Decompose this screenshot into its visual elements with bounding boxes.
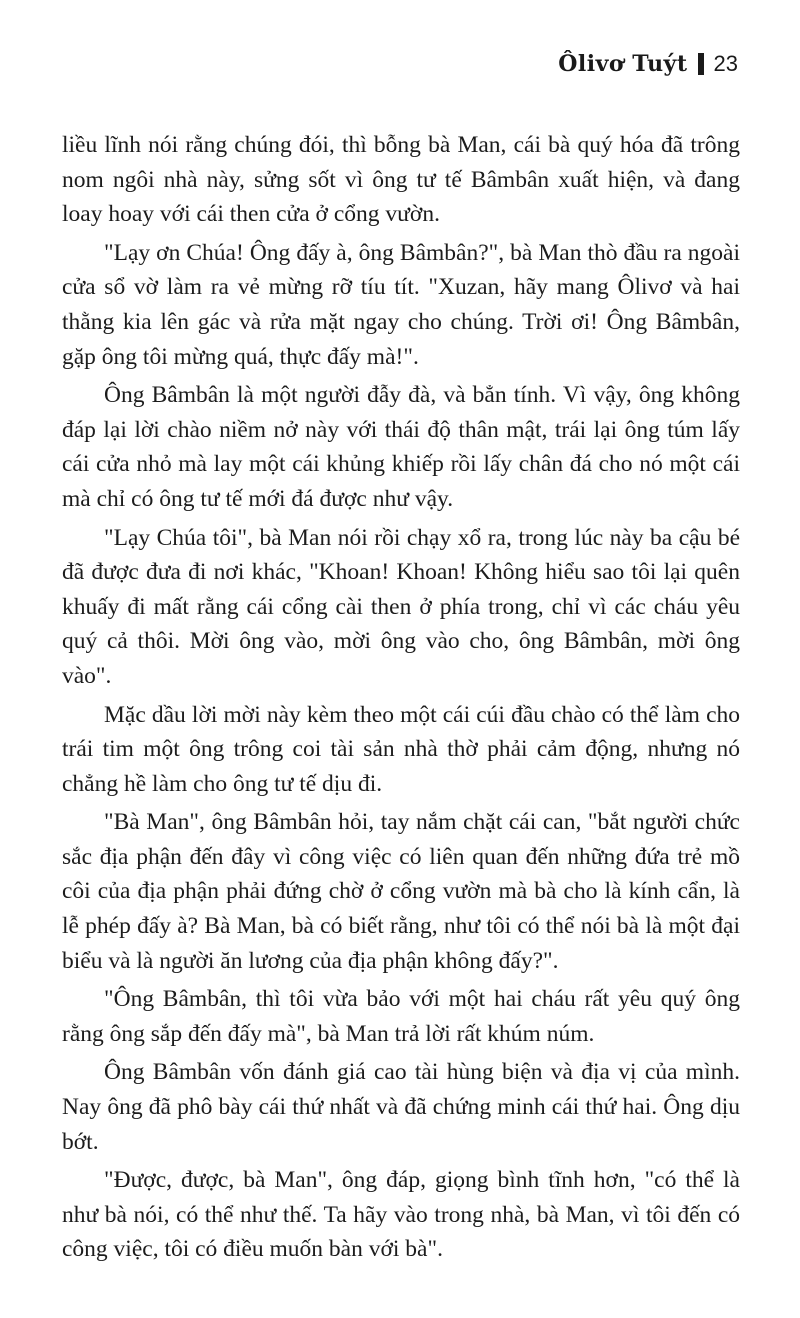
book-title: Ôlivơ Tuýt [558,51,688,77]
paragraph-6: "Bà Man", ông Bâmbân hỏi, tay nắm chặt cái can, "bắt người chức sắc địa phận đến đây vì công việc có liên quan đến những đứa trẻ mồ côi của địa phận phải đứng chờ ở cổng vườn mà bà cho là kính cẩn, là lễ phép đấy à? Bà Man, bà có biết rằng, như tôi có thể nói bà là một đại biểu và là người ăn lương của địa phận không đấy?". [62,809,740,974]
running-header [558,51,738,77]
paragraph-2: "Lạy ơn Chúa! Ông đấy à, ông Bâmbân?", bà Man thò đầu ra ngoài cửa sổ vờ làm ra vẻ mừng rỡ tíu tít. "Xuzan, hãy mang Ôlivơ và hai thằng kia lên gác và rửa mặt ngay cho chúng. Trời ơi! Ông Bâmbân, gặp ông tôi mừng quá, thực đấy mà!". [62,239,740,370]
paragraph-4: "Lạy Chúa tôi", bà Man nói rồi chạy xổ ra, trong lúc này ba cậu bé đã được đưa đi nơi khác, "Khoan! Khoan! Không hiểu sao tôi lại quên khuấy đi mất rằng cái cổng cài then ở phía trong, chỉ vì các cháu yêu quý cả thôi. Mời ông vào, mời ông vào cho, ông Bâmbân, mời ông vào". [62,524,740,689]
paragraph-7: "Ông Bâmbân, thì tôi vừa bảo với một hai cháu rất yêu quý ông rằng ông sắp đến đấy mà", bà Man trả lời rất khúm núm. [62,986,740,1047]
paragraph-5: Mặc dầu lời mời này kèm theo một cái cúi đầu chào có thể làm cho trái tim một ông trông coi tài sản nhà thờ phải cảm động, nhưng nó chẳng hề làm cho ông tư tế dịu đi. [62,701,740,797]
paragraph-1: liều lĩnh nói rằng chúng đói, thì bỗng bà Man, cái bà quý hóa đã trông nom ngôi nhà này, sửng sốt vì ông tư tế Bâmbân xuất hiện, và đang loay hoay với cái then cửa ở cổng vườn. [62,132,740,228]
paragraph-3: Ông Bâmbân là một người đẫy đà, và bẳn tính. Vì vậy, ông không đáp lại lời chào niềm nở này với thái độ thân mật, trái lại ông túm lấy cái cửa nhỏ mà lay một cái khủng khiếp rồi lấy chân đá cho nó một cái mà chỉ có ông tư tế mới đá được như vậy. [62,382,740,512]
paragraph-9: "Được, được, bà Man", ông đáp, giọng bình tĩnh hơn, "có thể là như bà nói, có thể như thế. Ta hãy vào trong nhà, bà Man, vì tôi đến có công việc, tôi có điều muốn bàn với bà". [62,1167,740,1263]
page-number: 23 [713,51,738,76]
header-separator-bar [698,53,704,75]
body-text [62,128,740,1271]
paragraph-8: Ông Bâmbân vốn đánh giá cao tài hùng biện và địa vị của mình. Nay ông đã phô bày cái thứ nhất và đã chứng minh cái thứ hai. Ông dịu bớt. [62,1059,740,1155]
